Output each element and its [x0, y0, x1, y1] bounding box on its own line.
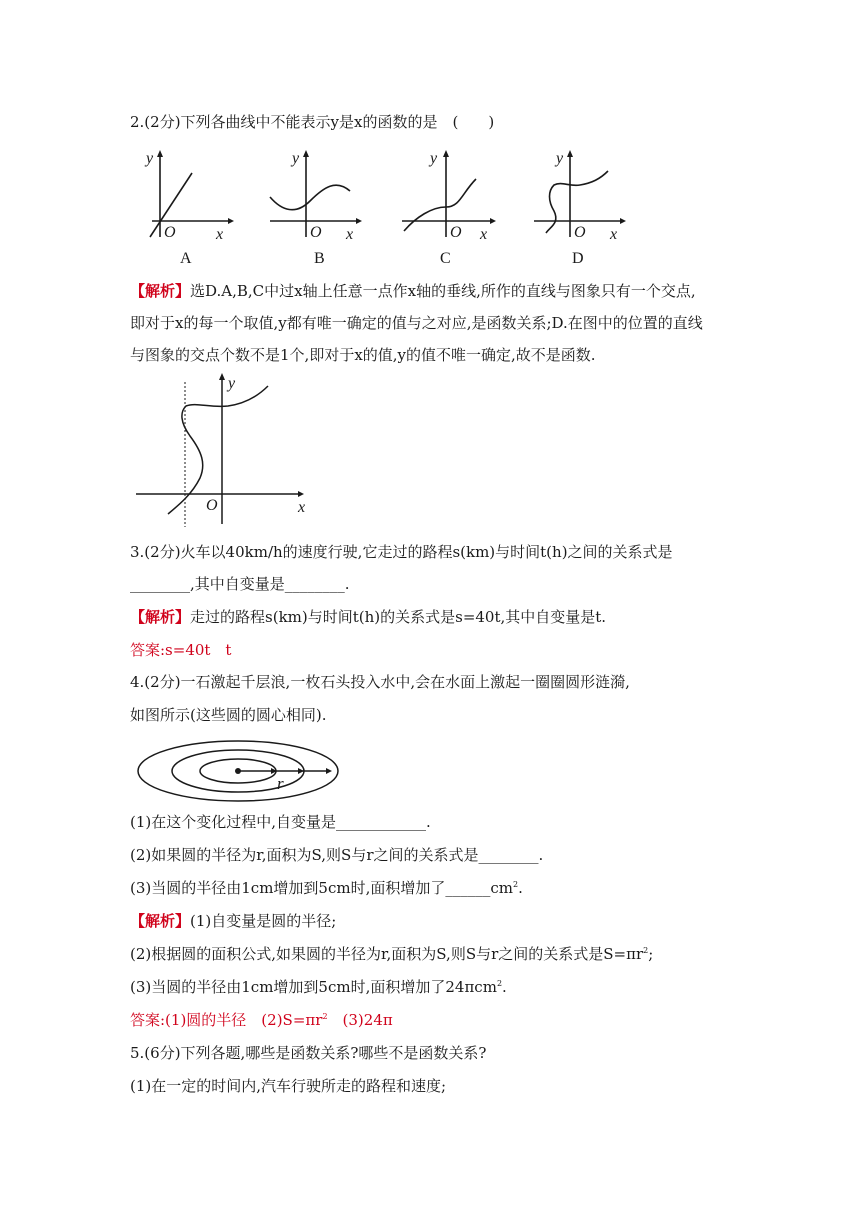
q4-sub-3: [130, 878, 730, 898]
analysis-tag: 【解析】: [130, 608, 191, 626]
q2-analysis-line-1: [130, 281, 730, 301]
q4-analysis-line-2: [130, 944, 730, 964]
q4-answer-end: (3)24π: [327, 1011, 393, 1029]
q4-analysis-sup-2: 2: [643, 946, 649, 955]
graph-c-y-arrow: [443, 150, 449, 157]
graph-b-curve: [270, 185, 350, 210]
radius-label: r: [277, 774, 284, 793]
graph-c-x-label: x: [480, 226, 488, 243]
q2-graph-d-enlarged: [132, 372, 312, 532]
q4-stem-line-2: 如图所示(这些圆的圆心相同).: [130, 706, 327, 724]
graph-d-x-label: x: [610, 226, 618, 243]
q3-stem-line-2: ________,其中自变量是________.: [130, 575, 350, 593]
q4-stem-line-1: 4.(2分)一石激起千层浪,一枚石头投入水中,会在水面上激起一圈圈圆形涟漪,: [130, 673, 630, 691]
enlarged-curve: [168, 386, 268, 514]
enlarged-origin-label: O: [206, 497, 218, 514]
center-point: [235, 768, 241, 774]
graph-a-y-arrow: [157, 150, 163, 157]
graph-c-origin-label: O: [450, 224, 462, 241]
q4-analysis-text-3: (3)当圆的半径由1cm增加到5cm时,面积增加了24πcm: [130, 978, 497, 996]
graph-c-y-label: y: [430, 150, 438, 167]
graph-b-y-arrow: [303, 150, 309, 157]
option-a-label: A: [180, 250, 192, 265]
enlarged-y-arrow: [219, 373, 225, 380]
q4-analysis-text-2: (2)根据圆的面积公式,如果圆的半径为r,面积为S,则S与r之间的关系式是S=πr: [130, 945, 644, 963]
q5-stem: 5.(6分)下列各题,哪些是函数关系?哪些不是函数关系?: [130, 1044, 487, 1062]
graph-d-y-label: y: [556, 150, 564, 167]
graph-c-curve: [404, 179, 476, 231]
q3-stem-line-1: 3.(2分)火车以40km/h的速度行驶,它走过的路程s(km)与时间t(h)之间的关系式是: [130, 543, 673, 561]
q3-answer: 答案:s=40t t: [130, 641, 232, 659]
enlarged-x-arrow: [298, 491, 304, 497]
q4-ripple-circles: [134, 738, 346, 806]
graph-a-origin-label: O: [164, 224, 176, 241]
q4-analysis-text-1: (1)自变量是圆的半径;: [190, 912, 337, 930]
graph-b-origin-label: O: [310, 224, 322, 241]
analysis-tag: 【解析】: [130, 912, 191, 930]
q4-sub-2: (2)如果圆的半径为r,面积为S,则S与r之间的关系式是________.: [130, 846, 544, 864]
q2-stem: 2.(2分)下列各曲线中不能表示y是x的函数的是 ( ): [130, 113, 495, 131]
q3-analysis-text: 走过的路程s(km)与时间t(h)的关系式是s=40t,其中自变量是t.: [190, 608, 607, 626]
q4-analysis-line-1: [130, 911, 730, 931]
q4-answer-sup: 2: [322, 1012, 328, 1021]
enlarged-x-label: x: [298, 499, 306, 516]
radius-arrow-3: [326, 768, 332, 774]
graph-b-x-arrow: [356, 218, 362, 224]
q4-sub-3-sup: 2: [512, 880, 519, 889]
q3-analysis-line: [130, 607, 730, 627]
q4-analysis-end-2: ;: [648, 945, 654, 963]
option-b-label: B: [314, 250, 325, 265]
q4-sub-1: (1)在这个变化过程中,自变量是____________.: [130, 813, 431, 831]
q2-analysis-text-1: 选D.A,B,C中过x轴上任意一点作x轴的垂线,所作的直线与图象只有一个交点,: [190, 282, 696, 300]
graph-b-x-label: x: [346, 226, 354, 243]
option-c-label: C: [440, 250, 451, 265]
enlarged-y-label: y: [228, 375, 236, 392]
graph-d-y-arrow: [567, 150, 573, 157]
q4-analysis-sup-3: 2: [496, 979, 503, 988]
q2-analysis-line-3: 与图象的交点个数不是1个,即对于x的值,y的值不唯一确定,故不是函数.: [130, 346, 596, 364]
q4-sub-3-text: (3)当圆的半径由1cm增加到5cm时,面积增加了______cm: [130, 879, 513, 897]
graph-c-x-arrow: [490, 218, 496, 224]
q4-answer: [130, 1010, 730, 1030]
q5-sub-1: (1)在一定的时间内,汽车行驶所走的路程和速度;: [130, 1077, 447, 1095]
q2-option-graphs: [130, 145, 630, 265]
graph-a-x-label: x: [216, 226, 224, 243]
graph-d-x-arrow: [620, 218, 626, 224]
option-d-label: D: [572, 250, 584, 265]
graph-a-x-arrow: [228, 218, 234, 224]
graph-d-origin-label: O: [574, 224, 586, 241]
q4-analysis-line-3: [130, 977, 730, 997]
graph-a-y-label: y: [146, 150, 154, 167]
q2-analysis-line-2: 即对于x的每一个取值,y都有唯一确定的值与之对应,是函数关系;D.在图中的位置的直线: [130, 314, 703, 332]
graph-b-y-label: y: [292, 150, 300, 167]
analysis-tag: 【解析】: [130, 282, 191, 300]
q4-sub-3-end: .: [518, 879, 523, 897]
q4-analysis-end-3: .: [502, 978, 507, 996]
q4-answer-text: 答案:(1)圆的半径 (2)S=πr: [130, 1011, 323, 1029]
